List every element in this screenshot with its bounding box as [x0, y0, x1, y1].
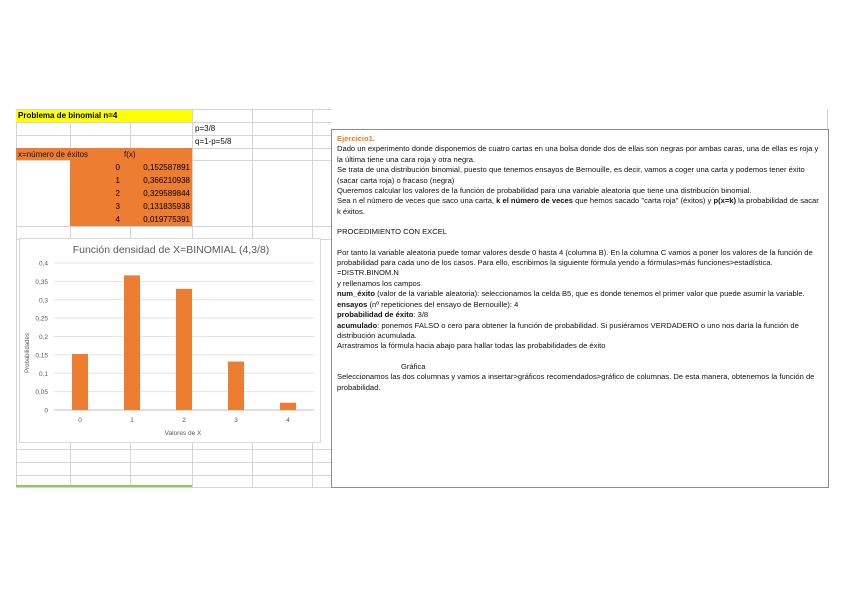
exercise-textbox[interactable] — [331, 129, 829, 488]
chart-y-tick-label: 0,05 — [35, 389, 48, 397]
chart-y-tick-label: 0,25 — [35, 315, 48, 323]
section-heading: PROCEDIMIENTO CON EXCEL — [337, 227, 447, 237]
field-description — [337, 289, 823, 299]
paragraph: Seleccionamos las dos columnas y vamos a insertar>gráficos recomendados>gráfico de columnas. De esta manera, obtenemos la función de probabilidad. — [337, 372, 815, 392]
chart-y-tick-label: 0,2 — [38, 334, 48, 341]
text-run: que hemos sacado "carta roja" (éxitos) y — [572, 196, 714, 206]
paragraph — [337, 196, 823, 217]
chart-x-tick-label: 2 — [182, 417, 186, 424]
x-cell[interactable]: 4 — [115, 215, 120, 224]
paragraph: Arrastramos la fórmula hacia abajo para hallar todas las probabilidades de éxito — [337, 341, 606, 351]
formula-text: =DISTR.BINOM.N — [337, 268, 399, 278]
grid-line — [16, 449, 331, 450]
grid-line — [16, 122, 331, 123]
text-run: Sea n el número de veces que saco una carta, — [337, 196, 497, 206]
chart-bar — [124, 275, 140, 410]
chart-x-tick-label: 4 — [286, 417, 290, 424]
x-header-cell[interactable]: x=número de éxitos — [18, 150, 89, 159]
text-run-bold: p(x=k) — [713, 196, 737, 206]
grid-line — [16, 475, 331, 476]
sheet-title-cell[interactable]: Problema de binomial n=4 — [16, 110, 192, 122]
grid-line — [16, 226, 331, 227]
selection-edge — [16, 485, 192, 487]
q-cell[interactable]: q=1-p=5/8 — [195, 137, 232, 146]
fx-cell[interactable]: 0,131835938 — [143, 202, 190, 211]
text-run-bold: k el número de veces — [496, 196, 573, 206]
field-text: : 3/8 — [413, 310, 429, 320]
p-cell[interactable]: p=3/8 — [195, 124, 216, 133]
fx-cell[interactable]: 0,329589844 — [143, 189, 190, 198]
chart-x-tick-label: 0 — [78, 417, 82, 424]
fx-cell[interactable]: 0,019775391 — [143, 215, 190, 224]
field-text: (nº repeticiones del ensayo de Bernouille): 4 — [367, 299, 519, 309]
paragraph: Se trata de una distribución binomial, puesto que tenemos ensayos de Bernouille, es decir, vamos a coger una carta y podemos tener éxito (sacar carta roja) o fracaso (negra) — [337, 165, 805, 185]
exercise-title: Ejercicio1. — [337, 134, 375, 143]
chart-title: Función densidad de X=BINOMIAL (4,3/8) — [72, 244, 270, 256]
paragraph: y rellenamos los campos — [337, 278, 421, 288]
x-cell[interactable]: 0 — [115, 163, 120, 172]
field-text: : ponemos FALSO o cero para obtener la función de probabilidad. Si pusiéramos VERDADERO o uno nos daría la función de distribución acumulada. — [337, 320, 799, 340]
fx-cell[interactable]: 0,152587891 — [143, 163, 190, 172]
grid-line — [16, 462, 331, 463]
chart-y-axis-label: Probabilidades — [25, 333, 31, 373]
chart-y-tick-label: 0,1 — [38, 370, 48, 378]
section-heading: Gráfica — [401, 361, 426, 371]
field-text: (valor de la variable aleatoria): seleccionamos la celda B5, que es donde tenemos el primer valor que puede asumir la variable. — [374, 289, 805, 299]
fx-cell[interactable]: 0,366210938 — [143, 176, 190, 185]
paragraph: Dado un experimento donde disponemos de cuatro cartas en una bolsa donde dos de ellas son negras por ambas caras, una de ellas es roja y la última tiene una cara roja y otra negra. — [337, 144, 819, 164]
field-label: ensayos — [337, 299, 368, 309]
field-label: acumulado — [337, 320, 378, 330]
chart-bar — [176, 289, 192, 410]
field-label: probabilidad de éxito — [337, 310, 414, 320]
chart-svg — [20, 239, 322, 444]
field-description — [337, 321, 823, 342]
field-description — [337, 310, 823, 320]
chart-y-tick-label: 0,4 — [38, 260, 48, 268]
x-cell[interactable]: 1 — [115, 176, 120, 185]
spreadsheet-grid[interactable] — [16, 109, 828, 488]
chart-y-tick-label: 0,3 — [38, 297, 48, 305]
chart-x-tick-label: 1 — [130, 417, 134, 424]
fx-header-cell[interactable]: f(x) — [124, 150, 136, 159]
chart-bar — [72, 354, 88, 410]
probability-chart[interactable] — [19, 238, 321, 443]
chart-y-tick-label: 0,35 — [35, 278, 48, 286]
grid-line — [16, 109, 17, 488]
chart-x-tick-label: 3 — [234, 417, 238, 424]
chart-bar — [228, 362, 244, 410]
chart-bar — [280, 403, 296, 410]
field-description — [337, 300, 823, 310]
paragraph: Queremos calcular los valores de la función de probabilidad para una variable aleatoria que tiene una distribución binomial. — [337, 186, 752, 196]
x-cell[interactable]: 2 — [115, 189, 120, 198]
grid-line — [16, 135, 331, 136]
paragraph: Por tanto la variable aleatoria puede tomar valores desde 0 hasta 4 (columna B). En la columna C vamos a poner los valores de la función de probabilidad para cada uno de los casos. Para ello, escribimos la siguiente fórmula yendo a fórmulas>más funciones>estadística. — [337, 247, 813, 268]
field-label: num_éxito — [337, 289, 375, 299]
chart-y-tick-label: 0 — [44, 407, 48, 415]
text-run: la probabilidad de sacar k éxitos. — [337, 196, 819, 216]
chart-y-tick-label: 0,15 — [35, 352, 48, 360]
chart-x-axis-label: Valores de X — [164, 430, 202, 437]
x-cell[interactable]: 3 — [115, 202, 120, 211]
